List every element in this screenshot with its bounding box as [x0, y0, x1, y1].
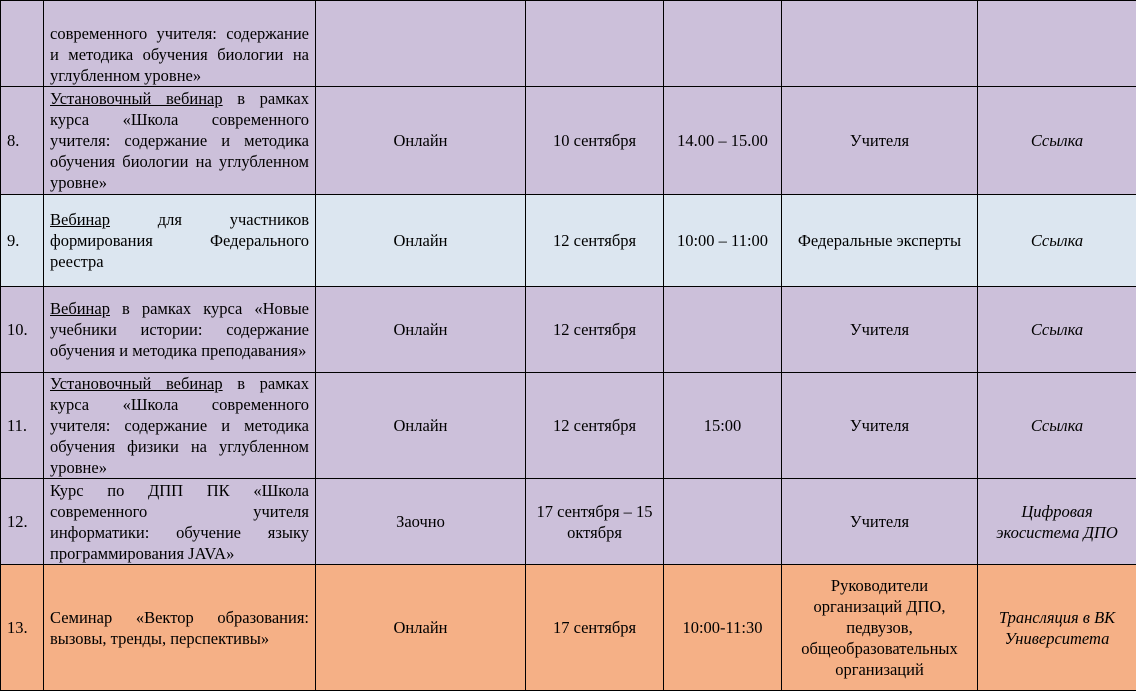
row-number: [1, 1, 44, 87]
event-title-text: современного учителя: содержание и методика обучения биологии на углубленном уровне»: [50, 24, 309, 85]
event-link-text[interactable]: Ссылка: [1031, 231, 1083, 250]
event-link-text[interactable]: Ссылка: [1031, 320, 1083, 339]
event-link: [978, 195, 1136, 287]
event-title: [44, 287, 316, 373]
event-audience: Учителя: [782, 479, 978, 565]
event-title-text: в рамках курса «Школа современного учителя: содержание и методика обучения физики на углубленном уровне»: [50, 374, 309, 477]
event-link-text[interactable]: Трансляция в ВК Университета: [999, 608, 1115, 648]
event-time: [664, 1, 782, 87]
event-title-link[interactable]: Установочный вебинар: [50, 89, 223, 108]
event-date: 12 сентября: [526, 287, 664, 373]
event-time: 15:00: [664, 373, 782, 479]
event-time: [664, 479, 782, 565]
event-format: Онлайн: [316, 87, 526, 195]
row-number: 12.: [1, 479, 44, 565]
event-time: [664, 287, 782, 373]
table-row: [1, 565, 1136, 691]
event-link-text[interactable]: Ссылка: [1031, 131, 1083, 150]
event-link: [978, 87, 1136, 195]
event-date: 17 сентября: [526, 565, 664, 691]
table-row: [1, 287, 1136, 373]
event-title-text: Семинар «Вектор образования: вызовы, тренды, перспективы»: [50, 608, 309, 648]
event-audience: Федеральные эксперты: [782, 195, 978, 287]
row-number: 10.: [1, 287, 44, 373]
event-date: 12 сентября: [526, 195, 664, 287]
row-number: 13.: [1, 565, 44, 691]
event-audience: Руководители организаций ДПО, педвузов, общеобразовательных организаций: [782, 565, 978, 691]
event-date: 17 сентября – 15 октября: [526, 479, 664, 565]
event-format: Онлайн: [316, 373, 526, 479]
event-link: [978, 479, 1136, 565]
event-format: [316, 1, 526, 87]
event-title-link[interactable]: Вебинар: [50, 299, 110, 318]
event-title-text: Курс по ДПП ПК «Школа современного учителя информатики: обучение языку программирования JAVA»: [50, 481, 309, 563]
event-title: [44, 87, 316, 195]
event-audience: Учителя: [782, 287, 978, 373]
event-link: [978, 373, 1136, 479]
event-link: [978, 1, 1136, 87]
event-date: [526, 1, 664, 87]
event-title: [44, 565, 316, 691]
event-format: Онлайн: [316, 195, 526, 287]
table-row: [1, 87, 1136, 195]
event-audience: Учителя: [782, 373, 978, 479]
event-link-text[interactable]: Цифровая экосистема ДПО: [996, 502, 1118, 542]
event-title: [44, 1, 316, 87]
table-row: [1, 373, 1136, 479]
table-row: [1, 1, 1136, 87]
table-row: [1, 195, 1136, 287]
event-date: 10 сентября: [526, 87, 664, 195]
event-format: Онлайн: [316, 287, 526, 373]
event-link: [978, 565, 1136, 691]
event-time: 14.00 – 15.00: [664, 87, 782, 195]
event-title: [44, 195, 316, 287]
event-title: [44, 479, 316, 565]
event-format: Онлайн: [316, 565, 526, 691]
event-title-text: в рамках курса «Школа современного учителя: содержание и методика обучения биологии на углубленном уровне»: [50, 89, 309, 192]
event-title-text: для участников формирования Федерального реестра: [50, 210, 309, 271]
event-link: [978, 287, 1136, 373]
event-title-link[interactable]: Вебинар: [50, 210, 110, 229]
event-date: 12 сентября: [526, 373, 664, 479]
event-title-link[interactable]: Установочный вебинар: [50, 374, 223, 393]
row-number: 11.: [1, 373, 44, 479]
row-number: 8.: [1, 87, 44, 195]
event-audience: [782, 1, 978, 87]
event-link-text[interactable]: Ссылка: [1031, 416, 1083, 435]
table-row: [1, 479, 1136, 565]
event-title-text: в рамках курса «Новые учебники истории: содержание обучения и методика преподавания»: [50, 299, 309, 360]
event-time: 10:00-11:30: [664, 565, 782, 691]
event-title: [44, 373, 316, 479]
event-audience: Учителя: [782, 87, 978, 195]
row-number: 9.: [1, 195, 44, 287]
event-format: Заочно: [316, 479, 526, 565]
event-time: 10:00 – 11:00: [664, 195, 782, 287]
